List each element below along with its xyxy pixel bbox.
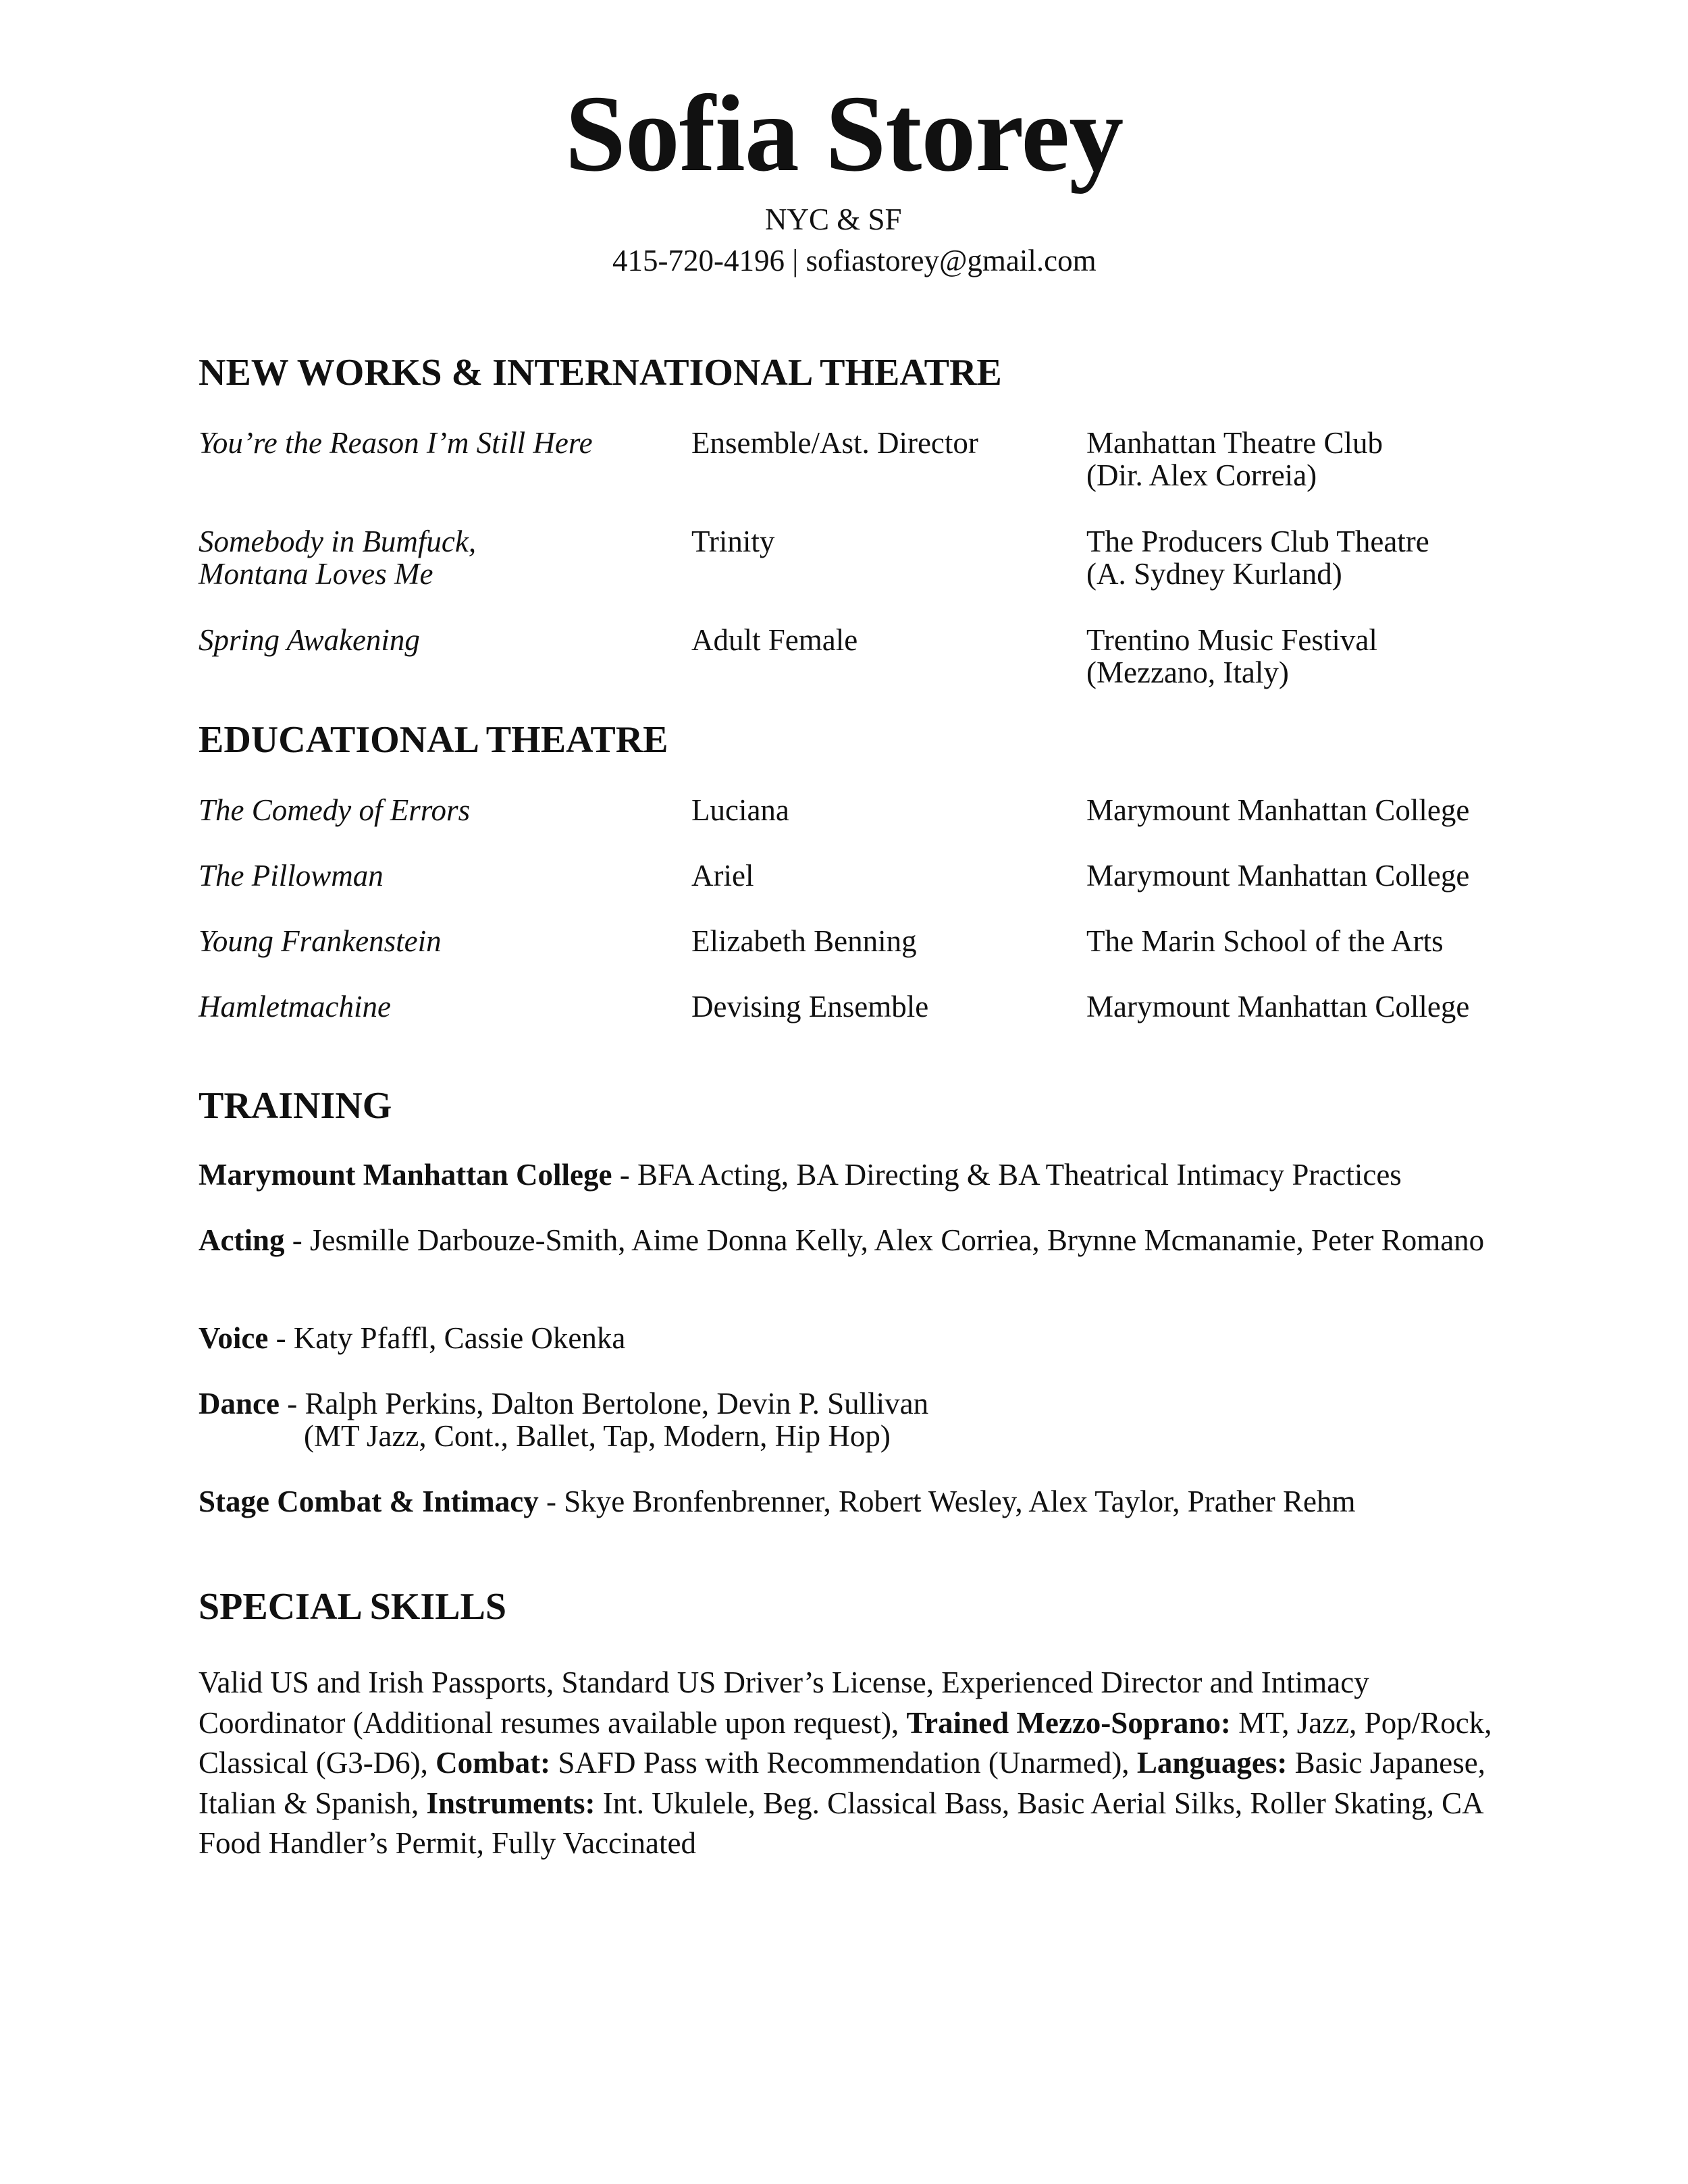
training-label: Voice <box>199 1321 269 1355</box>
credit-title: Hamletmachine <box>199 990 391 1023</box>
training-text: - Skye Bronfenbrenner, Robert Wesley, Alex Taylor, Prather Rehm <box>538 1485 1356 1518</box>
skills-paragraph <box>199 1663 1502 1864</box>
credit-venue-line: Manhattan Theatre Club <box>1086 426 1383 460</box>
email: sofiastorey@gmail.com <box>806 244 1097 277</box>
credit-title <box>199 624 420 656</box>
credit-title <box>199 525 476 590</box>
credit-venue-line: Trentino Music Festival <box>1086 623 1377 657</box>
training-label: Stage Combat & Intimacy <box>199 1485 539 1518</box>
credit-title: The Comedy of Errors <box>199 793 471 827</box>
phone: 415-720-4196 <box>612 244 785 277</box>
contact-line <box>612 241 1097 280</box>
training-item <box>199 1158 1508 1191</box>
training-text: - Jesmille Darbouze-Smith, Aime Donna Kelly, Alex Corriea, Brynne Mcmanamie, Peter Romano <box>284 1223 1485 1257</box>
credit-venue <box>1086 624 1377 689</box>
training-item <box>199 1224 1508 1256</box>
credit-venue-detail: (Mezzano, Italy) <box>1086 656 1289 689</box>
credit-title: The Pillowman <box>199 859 384 893</box>
credit-venue: The Marin School of the Arts <box>1086 924 1444 958</box>
training-item <box>199 1485 1508 1518</box>
skills-label: Combat: <box>436 1746 551 1780</box>
skills-label: Instruments: <box>426 1786 596 1820</box>
credit-venue: Marymount Manhattan College <box>1086 990 1470 1023</box>
credit-role: Elizabeth Benning <box>691 924 917 958</box>
section-heading-new-works: NEW WORKS & INTERNATIONAL THEATRE <box>199 352 1002 394</box>
training-text: - BFA Acting, BA Directing & BA Theatrical Intimacy Practices <box>612 1158 1402 1192</box>
skills-text: Basic Japanese, Italian & Spanish, <box>199 1746 1486 1820</box>
training-text: - Katy Pfaffl, Cassie Okenka <box>268 1321 626 1355</box>
training-label: Marymount Manhattan College <box>199 1158 612 1192</box>
credit-venue <box>1086 525 1429 590</box>
credit-role: Devising Ensemble <box>691 990 929 1023</box>
credit-role: Ariel <box>691 859 754 893</box>
credit-venue: Marymount Manhattan College <box>1086 793 1470 827</box>
credit-venue <box>1086 427 1383 491</box>
credit-venue: Marymount Manhattan College <box>1086 859 1470 893</box>
training-item <box>199 1387 1508 1452</box>
credit-title-line: Somebody in Bumfuck, <box>199 525 477 558</box>
credit-role: Trinity <box>691 525 775 558</box>
training-label: Acting <box>199 1223 285 1257</box>
credit-role: Adult Female <box>691 623 858 657</box>
section-heading-skills: SPECIAL SKILLS <box>199 1586 506 1628</box>
credit-venue-line: The Producers Club Theatre <box>1086 525 1429 558</box>
credit-title-line: Spring Awakening <box>199 623 420 657</box>
credit-venue-detail: (Dir. Alex Correia) <box>1086 458 1317 492</box>
training-text: - Ralph Perkins, Dalton Bertolone, Devin P. Sullivan <box>279 1387 929 1420</box>
training-subtext: (MT Jazz, Cont., Ballet, Tap, Modern, Hip Hop) <box>304 1419 891 1453</box>
credit-venue-detail: (A. Sydney Kurland) <box>1086 557 1342 591</box>
section-heading-training: TRAINING <box>199 1085 392 1127</box>
credit-title-line: Montana Loves Me <box>199 557 433 591</box>
training-item <box>199 1322 1508 1354</box>
skills-text: Int. Ukulele, Beg. Classical Bass, Basic Aerial Silks, Roller Skating, CA Food Handler’s Permit, Fully Vaccinated <box>199 1786 1483 1860</box>
credit-title-line: You’re the Reason I’m Still Here <box>199 426 593 460</box>
location: NYC & SF <box>765 203 902 236</box>
resume-name: Sofia Storey <box>564 74 1124 194</box>
skills-label: Trained Mezzo-Soprano: <box>906 1705 1231 1740</box>
training-label: Dance <box>199 1387 280 1420</box>
skills-text: Valid US and Irish Passports, Standard US Driver’s License, Experienced Director and Intimacy Coordinator (Additional resumes available upon request), <box>199 1666 1369 1740</box>
skills-text: MT, Jazz, Pop/Rock, Classical (G3-D6), <box>199 1705 1492 1780</box>
contact-separator: | <box>792 244 799 277</box>
section-heading-educational: EDUCATIONAL THEATRE <box>199 719 668 761</box>
skills-text: SAFD Pass with Recommendation (Unarmed), <box>550 1746 1137 1780</box>
credit-role: Ensemble/Ast. Director <box>691 426 978 460</box>
credit-role: Luciana <box>691 793 789 827</box>
credit-title: Young Frankenstein <box>199 924 442 958</box>
credit-title <box>199 427 593 459</box>
skills-label: Languages: <box>1136 1746 1288 1780</box>
